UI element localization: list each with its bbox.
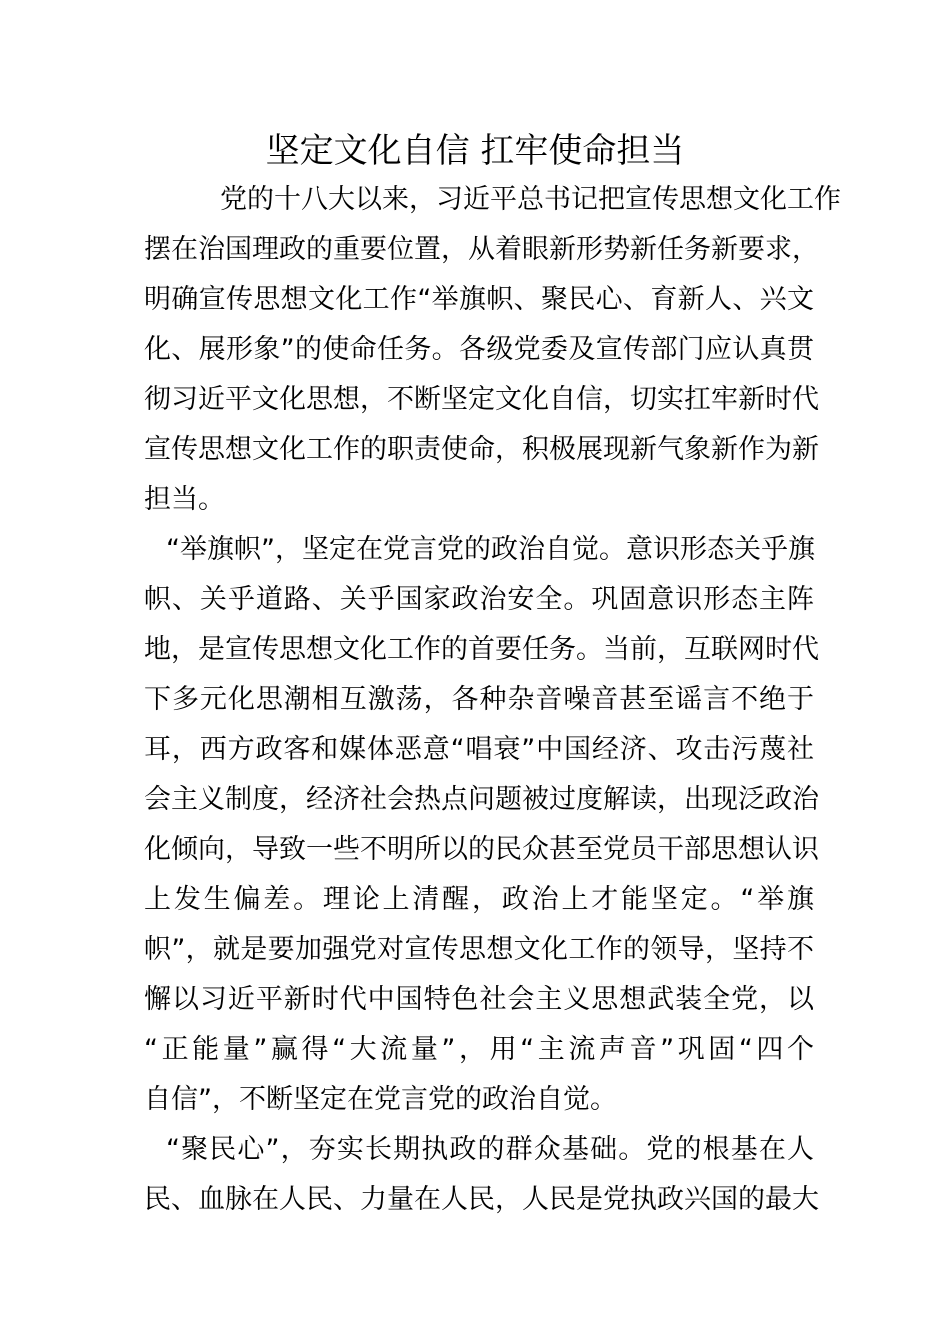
paragraph-line: 上发生偏差。理论上清醒，政治上才能坚定。“举旗 [144, 884, 814, 915]
paragraph-line: 帜、关乎道路、关乎国家政治安全。巩固意识形态主阵 [144, 584, 814, 615]
paragraph-line: “聚民心”，夯实长期执政的群众基础。党的根基在人 [166, 1134, 814, 1165]
paragraph-line: 下多元化思潮相互激荡，各种杂音噪音甚至谣言不绝于 [144, 684, 814, 715]
paragraph-line: 帜”，就是要加强党对宣传思想文化工作的领导，坚持不 [144, 934, 814, 965]
document-body [144, 175, 841, 1225]
paragraph-line: 地，是宣传思想文化工作的首要任务。当前，互联网时代 [144, 634, 819, 665]
paragraph-line: 摆在治国理政的重要位置，从着眼新形势新任务新要求， [144, 234, 819, 265]
paragraph-line: 明确宣传思想文化工作“举旗帜、聚民心、育新人、兴文 [144, 284, 814, 315]
paragraph-line: 自信”，不断坚定在党言党的政治自觉。 [144, 1084, 617, 1115]
paragraph-line: 彻习近平文化思想，不断坚定文化自信，切实扛牢新时代 [144, 384, 819, 415]
document-title: 坚定文化自信 扛牢使命担当 [265, 131, 685, 171]
paragraph-line: 宣传思想文化工作的职责使命，积极展现新气象新作为新 [144, 434, 819, 465]
paragraph-line: 化、展形象”的使命任务。各级党委及宣传部门应认真贯 [144, 334, 814, 365]
paragraph-line: 担当。 [144, 484, 225, 515]
paragraph-line: 党的十八大以来，习近平总书记把宣传思想文化工作 [220, 184, 841, 215]
paragraph-line: 化倾向，导致一些不明所以的民众甚至党员干部思想认识 [144, 834, 819, 865]
paragraph-line: “举旗帜”，坚定在党言党的政治自觉。意识形态关乎旗 [166, 534, 815, 565]
paragraph-line: 懈以习近平新时代中国特色社会主义思想武装全党，以 [144, 984, 814, 1015]
paragraph-line: 耳，西方政客和媒体恶意“唱衰”中国经济、攻击污蔑社 [144, 734, 814, 765]
paragraph-line: 会主义制度，经济社会热点问题被过度解读，出现泛政治 [144, 784, 819, 815]
paragraph-line: “正能量”赢得“大流量”，用“主流声音”巩固“四个 [144, 1034, 814, 1065]
paragraph-line: 民、血脉在人民、力量在人民，人民是党执政兴国的最大 [144, 1184, 819, 1215]
